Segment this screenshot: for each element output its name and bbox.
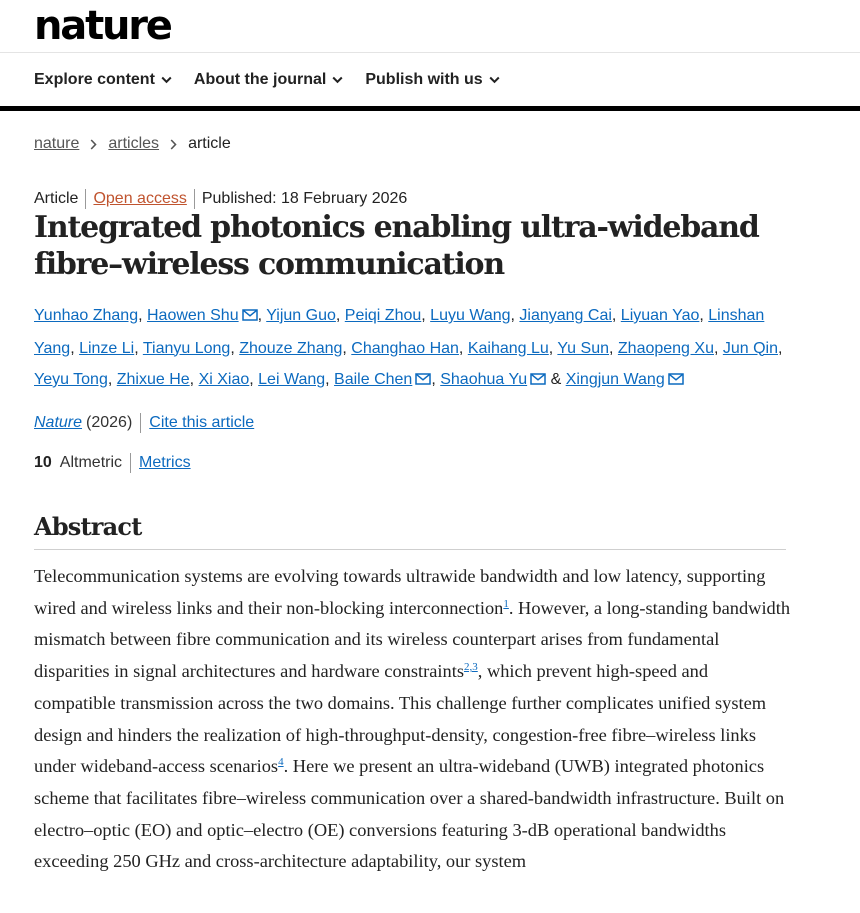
chevron-down-icon xyxy=(489,76,500,84)
citation-line xyxy=(34,413,254,433)
author-link[interactable]: Changhao Han xyxy=(351,339,459,357)
meta-divider xyxy=(194,189,195,209)
nav-publish-with-us[interactable] xyxy=(365,70,499,90)
meta-divider xyxy=(85,189,86,209)
reference-link[interactable]: 1 xyxy=(503,597,509,610)
metrics-line xyxy=(34,453,191,473)
email-icon[interactable] xyxy=(668,365,684,397)
open-access-link[interactable]: Open access xyxy=(93,190,187,207)
citation-year: (2026) xyxy=(86,414,133,431)
cite-article-link[interactable]: Cite this article xyxy=(149,414,255,431)
author-link[interactable]: Yeyu Tong xyxy=(34,371,108,388)
breadcrumb-articles[interactable]: articles xyxy=(108,135,160,152)
author-link[interactable]: Kaihang Lu xyxy=(467,339,549,357)
abstract-segment: . Here we present an ultra-wideband (UWB) integrated photonics scheme that facilitates fibre–wireless communication over a shared-bandwidth infrastructure. Built on electro–optic (EO) and optic–electro (OE) conversions featuring 3-dB operational bandwidths exceeding 250 GHz and cross-architecture adaptability, our system xyxy=(34,756,785,872)
author-link[interactable]: Linshan Yang xyxy=(34,307,765,357)
breadcrumb-nature[interactable]: nature xyxy=(34,135,80,152)
reference-link[interactable]: 4 xyxy=(278,756,284,769)
abstract-segment: . However, a long-standing bandwidth mismatch between fibre communication and its wireless counterpart arises from fundamental disparities in signal architectures and hardware constraints xyxy=(34,597,791,682)
author-link[interactable]: Xi Xiao xyxy=(198,371,250,388)
author-link[interactable]: Luyu Wang xyxy=(430,307,511,324)
abstract-segment: Telecommunication systems are evolving towards ultrawide bandwidth and low latency, supporting wired and wireless links and their non-blocking interconnection xyxy=(34,566,766,618)
author-link[interactable]: Shaohua Yu xyxy=(440,371,528,388)
nav-explore-content[interactable] xyxy=(34,70,172,90)
author-link[interactable]: Zhaopeng Xu xyxy=(617,339,714,357)
chevron-down-icon xyxy=(332,76,343,84)
author-link[interactable]: Peiqi Zhou xyxy=(344,307,422,324)
abstract-segment: , which prevent high-speed and compatible transmission across the two domains. This challenge further complicates unified system design and hinders the realization of high-throughput-density, congestion-free fibre–wireless links under wideband-access scenarios xyxy=(34,661,767,777)
email-icon[interactable] xyxy=(415,365,431,397)
reference-link[interactable]: 2,3 xyxy=(464,660,478,673)
abstract-heading: Abstract xyxy=(34,512,142,541)
journal-link[interactable]: Nature xyxy=(34,414,83,431)
author-link[interactable]: Yunhao Zhang xyxy=(34,307,139,324)
published-date: Published: 18 February 2026 xyxy=(201,190,408,207)
breadcrumb-current: article xyxy=(188,135,231,152)
article-title: Integrated photonics enabling ultra-wideband fibre–wireless communication xyxy=(34,210,759,282)
nature-logo[interactable]: nature xyxy=(34,3,171,49)
metrics-link[interactable]: Metrics xyxy=(139,454,191,471)
author-link[interactable]: Yijun Guo xyxy=(266,307,336,324)
author-link[interactable]: Zhixue He xyxy=(116,371,190,388)
nav-publish-with-us-label: Publish with us xyxy=(365,71,483,88)
author-link[interactable]: Zhouze Zhang xyxy=(239,339,343,357)
abstract-text xyxy=(34,561,794,878)
author-link[interactable]: Haowen Shu xyxy=(146,307,239,324)
chevron-right-icon xyxy=(170,139,177,150)
nav-explore-content-label: Explore content xyxy=(34,71,155,88)
reference-superscript xyxy=(464,661,478,673)
author-list: Yunhao Zhang, Haowen Shu , Yijun Guo, Peiqi Zhou, Luyu Wang, Jianyang Cai, Liyuan Yao, Linshan Yang, Linze Li, Tianyu Long, Zhouze Zhang, Changhao Han, Kaihang Lu, Yu Sun, Zhaopeng Xu, Jun Qin, Yeyu Tong, Zhixue He, Xi Xiao, Lei Wang, Baile Chen , Shaohua Yu & Xingjun Wang xyxy=(34,300,794,397)
author-link[interactable]: Baile Chen xyxy=(334,371,413,388)
author-link[interactable]: Tianyu Long xyxy=(142,339,231,357)
nav-about-journal[interactable] xyxy=(194,70,343,90)
email-icon[interactable] xyxy=(242,301,258,333)
author-link[interactable]: Lei Wang xyxy=(258,371,326,388)
altmetric-score: 10 xyxy=(34,454,52,471)
breadcrumb xyxy=(34,134,231,154)
email-icon[interactable] xyxy=(530,365,546,397)
nav-about-journal-label: About the journal xyxy=(193,71,327,88)
author-link[interactable]: Xingjun Wang xyxy=(565,371,665,388)
chevron-right-icon xyxy=(90,139,97,150)
author-link[interactable]: Jianyang Cai xyxy=(519,307,612,324)
altmetric-label: Altmetric xyxy=(59,454,123,471)
metrics-divider xyxy=(130,453,131,473)
nav-bottom-bar xyxy=(0,106,860,111)
chevron-down-icon xyxy=(161,76,172,84)
header-divider xyxy=(0,52,860,53)
article-type: Article xyxy=(34,190,79,207)
article-meta xyxy=(34,189,407,209)
author-link[interactable]: Liyuan Yao xyxy=(620,307,700,324)
author-link[interactable]: Linze Li xyxy=(79,339,135,357)
abstract-rule xyxy=(34,549,786,550)
author-link[interactable]: Yu Sun xyxy=(557,339,609,357)
citation-divider xyxy=(140,413,141,433)
main-nav xyxy=(34,70,522,90)
author-link[interactable]: Jun Qin xyxy=(722,339,778,357)
